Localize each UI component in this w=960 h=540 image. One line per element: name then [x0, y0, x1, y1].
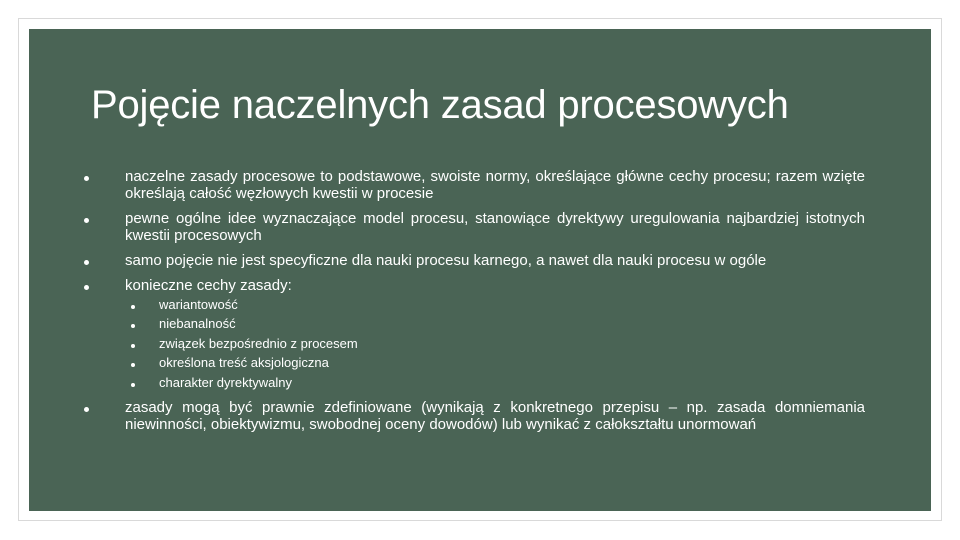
sub-bullet-item: niebanalność	[159, 316, 236, 331]
sub-bullet-item: związek bezpośrednio z procesem	[159, 336, 358, 351]
bullet-item: konieczne cechy zasady:	[125, 277, 292, 294]
bullet-dot	[84, 285, 89, 290]
bullet-item-last: zasady mogą być prawnie zdefiniowane (wynikają z konkretnego przepisu – np. zasada domniemania niewinności, obiektywizmu, swobodnej oceny dowodów) lub wynikać z całokształtu unormowań	[125, 399, 865, 433]
bullet-item: naczelne zasady procesowe to podstawowe, swoiste normy, określające główne cechy procesu; razem wzięte określają całość węzłowych kwestii w procesie	[125, 168, 865, 202]
bullet-item: samo pojęcie nie jest specyficzne dla nauki procesu karnego, a nawet dla nauki procesu w ogóle	[125, 252, 767, 269]
sub-bullet-dot	[131, 324, 135, 328]
bullet-dot	[84, 260, 89, 265]
sub-bullet-dot	[131, 344, 135, 348]
bullet-dot	[84, 407, 89, 412]
bullet-dot	[84, 176, 89, 181]
slide-title: Pojęcie naczelnych zasad procesowych	[91, 83, 789, 127]
sub-bullet-item: wariantowość	[159, 297, 238, 312]
sub-bullet-dot	[131, 363, 135, 367]
bullet-dot	[84, 218, 89, 223]
sub-bullet-dot	[131, 383, 135, 387]
bullet-item: pewne ogólne idee wyznaczające model procesu, stanowiące dyrektywy uregulowania najbardziej istotnych kwestii procesowych	[125, 210, 865, 244]
sub-bullet-item: określona treść aksjologiczna	[159, 355, 329, 370]
sub-bullet-dot	[131, 305, 135, 309]
slide	[29, 29, 931, 511]
sub-bullet-item: charakter dyrektywalny	[159, 375, 292, 390]
